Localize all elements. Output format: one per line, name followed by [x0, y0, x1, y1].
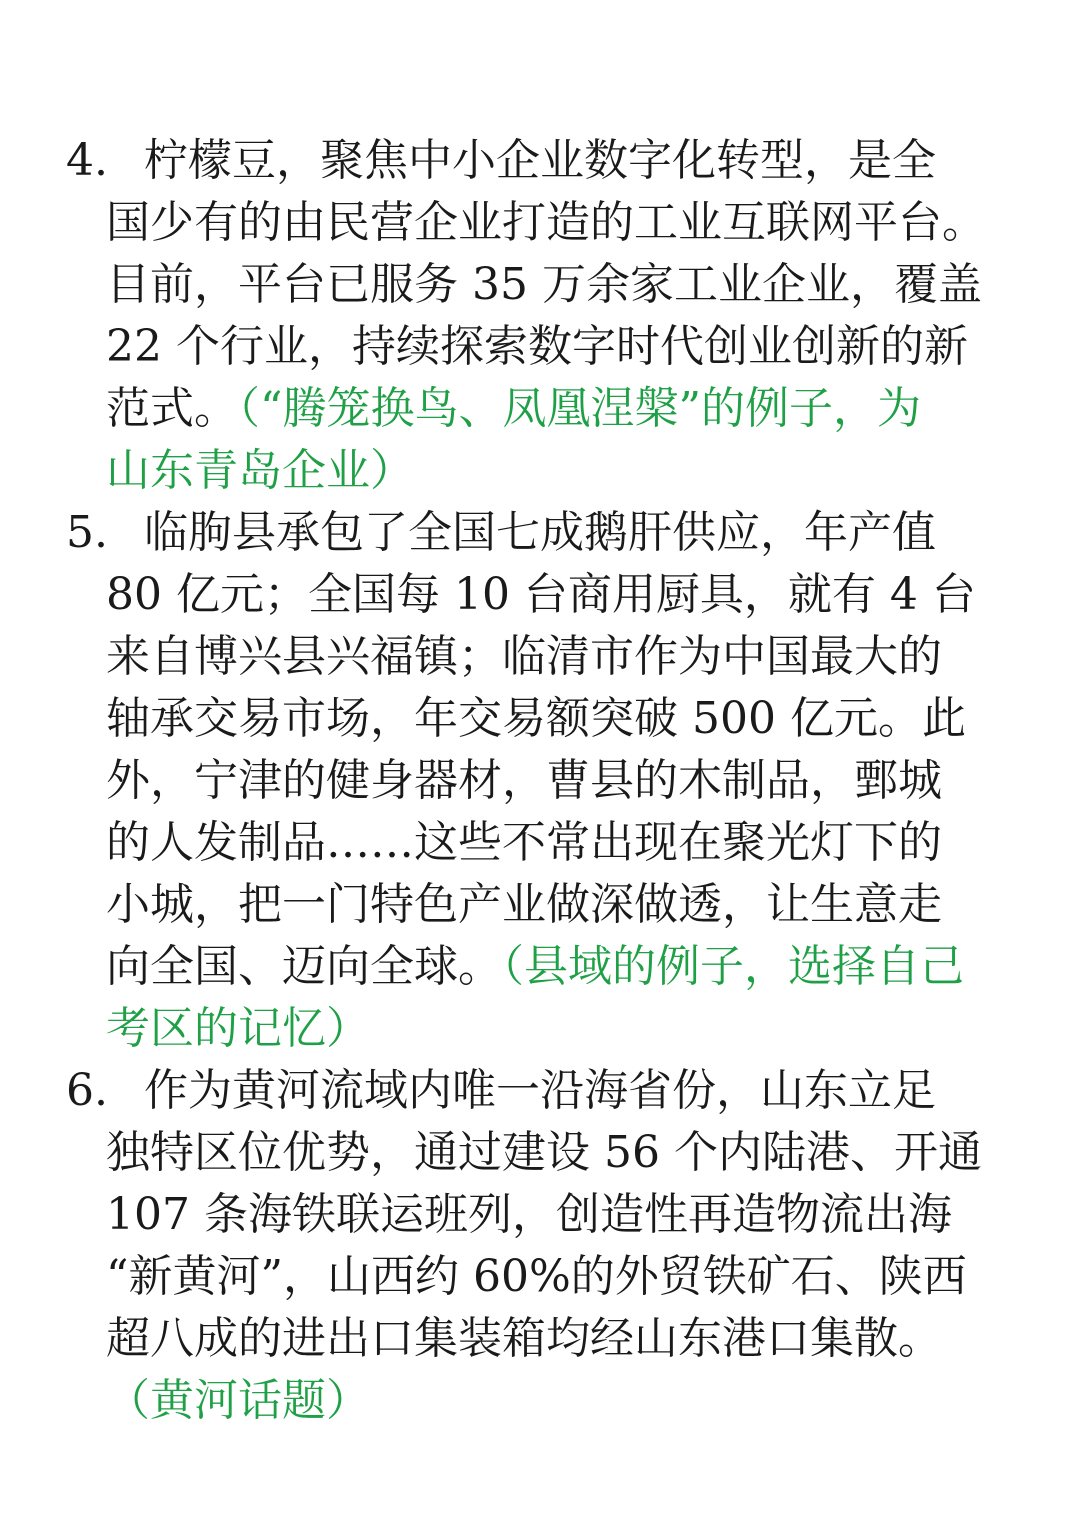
- text-line: [106, 750, 942, 812]
- text-line: [106, 812, 942, 874]
- body-text: “新黄河”，山西约 60%的外贸铁矿石、陕西: [106, 1251, 967, 1302]
- text-line: [106, 316, 968, 378]
- text-line: [106, 874, 942, 936]
- text-line: [106, 1246, 967, 1308]
- body-text: 的人发制品……这些不常出现在聚光灯下的: [106, 817, 942, 868]
- body-text: 向全国、迈向全球。: [106, 941, 502, 992]
- text-line: [106, 378, 921, 440]
- body-text: 外，宁津的健身器材，曹县的木制品，鄄城: [106, 755, 942, 806]
- text-line: [106, 1122, 982, 1184]
- body-text: 轴承交易市场，年交易额突破 500 亿元。此: [106, 693, 966, 744]
- text-line: [106, 998, 370, 1060]
- item-number: 4.: [66, 135, 108, 186]
- text-line: [66, 502, 936, 564]
- body-text: 临朐县承包了全国七成鹅肝供应，年产值: [144, 507, 936, 558]
- green-note: 山东青岛企业）: [106, 445, 414, 496]
- text-line: [66, 1060, 936, 1122]
- green-note: （黄河话题）: [106, 1375, 370, 1426]
- text-line: [106, 254, 982, 316]
- green-note: （县域的例子，选择自己: [502, 941, 964, 992]
- green-note: 考区的记忆）: [106, 1003, 370, 1054]
- text-line: [106, 564, 976, 626]
- body-text: 目前，平台已服务 35 万余家工业企业，覆盖: [106, 259, 982, 310]
- item-number: 6.: [66, 1065, 108, 1116]
- green-note: （“腾笼换鸟、凤凰涅槃”的例子，为: [238, 383, 921, 434]
- item-number: 5.: [66, 507, 108, 558]
- body-text: 柠檬豆，聚焦中小企业数字化转型，是全: [144, 135, 936, 186]
- body-text: 国少有的由民营企业打造的工业互联网平台。: [106, 197, 986, 248]
- text-line: [106, 1308, 942, 1370]
- body-text: 独特区位优势，通过建设 56 个内陆港、开通: [106, 1127, 982, 1178]
- text-line: [106, 192, 986, 254]
- body-text: 107 条海铁联运班列，创造性再造物流出海: [106, 1189, 952, 1240]
- text-line: [66, 130, 936, 192]
- text-line: [106, 688, 966, 750]
- body-text: 来自博兴县兴福镇；临清市作为中国最大的: [106, 631, 942, 682]
- body-text: 22 个行业，持续探索数字时代创业创新的新: [106, 321, 968, 372]
- body-text: 80 亿元；全国每 10 台商用厨具，就有 4 台: [106, 569, 976, 620]
- text-line: [106, 440, 414, 502]
- body-text: 超八成的进出口集装箱均经山东港口集散。: [106, 1313, 942, 1364]
- text-line: [106, 626, 942, 688]
- text-line: [106, 1184, 952, 1246]
- body-text: 小城，把一门特色产业做深做透，让生意走: [106, 879, 942, 930]
- text-line: [106, 936, 964, 998]
- text-line: [106, 1370, 370, 1432]
- body-text: 作为黄河流域内唯一沿海省份，山东立足: [144, 1065, 936, 1116]
- body-text: 范式。: [106, 383, 238, 434]
